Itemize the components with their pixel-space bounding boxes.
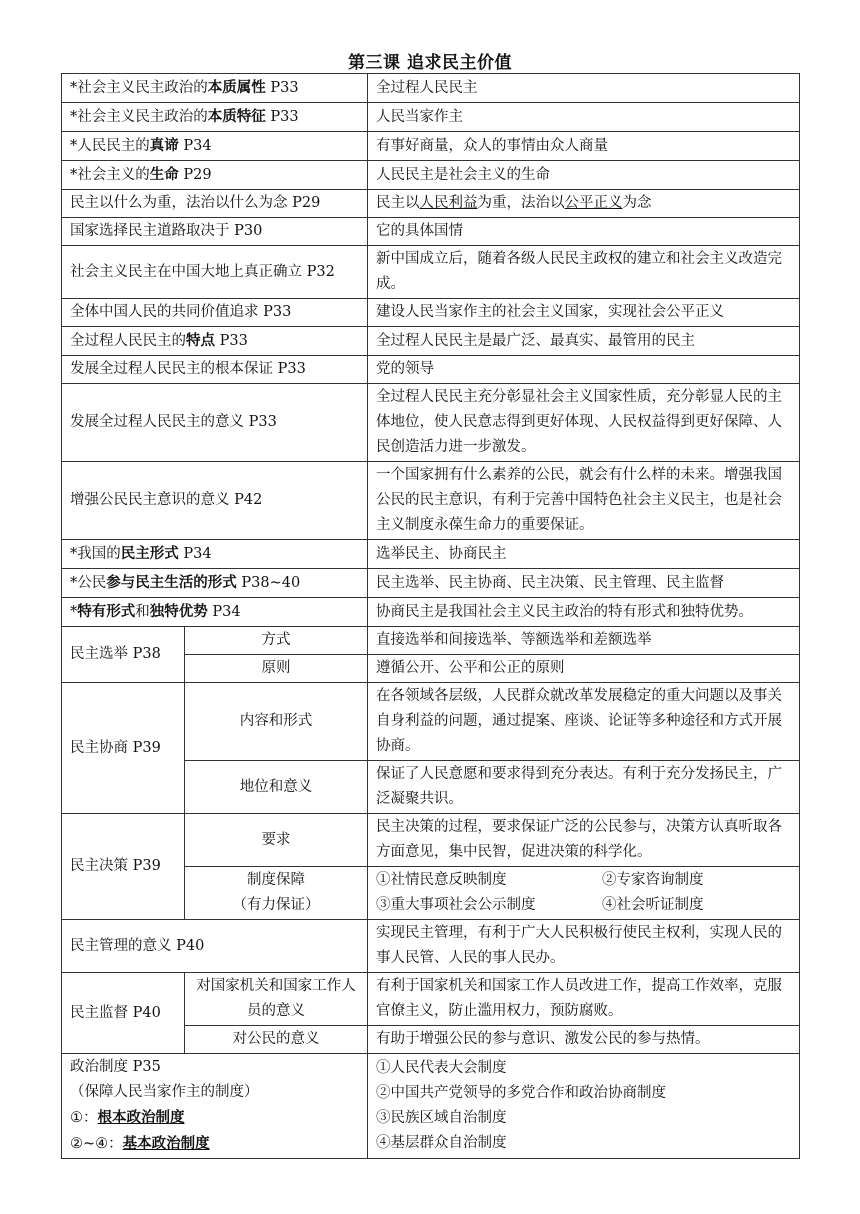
- list-item: ③重大事项社会公示制度: [376, 897, 536, 913]
- table-row: [62, 462, 800, 540]
- question-cell: *公民参与民主生活的形式 P38~40: [62, 569, 368, 598]
- question-cell: *我国的民主形式 P34: [62, 540, 368, 569]
- page-title: 第三课 追求民主价值: [348, 53, 512, 73]
- supervision-state-label: 对国家机关和国家工作人员的意义: [185, 973, 368, 1026]
- supervision-state: 有利于国家机关和国家工作人员改进工作，提高工作效率，克服官僚主义，防止滥用权力，预防腐败。: [368, 973, 800, 1026]
- table-row: [62, 973, 800, 1026]
- consult-status: 保证了人民意愿和要求得到充分表达。有利于充分发扬民主，广泛凝聚共识。: [368, 761, 800, 814]
- question-cell: *社会主义的生命 P29: [62, 161, 368, 190]
- question-cell: 社会主义民主在中国大地上真正确立 P32: [62, 246, 368, 299]
- answer-cell: 选举民主、协商民主: [368, 540, 800, 569]
- table-row: [62, 384, 800, 462]
- table-row: [62, 74, 800, 103]
- election-label: 民主选举 P38: [62, 627, 185, 683]
- table-row: [62, 327, 800, 356]
- table-row: [62, 814, 800, 867]
- table-row: [62, 246, 800, 299]
- list-item: ②中国共产党领导的多党合作和政治协商制度: [376, 1085, 667, 1101]
- election-principle: 遵循公开、公平和公正的原则: [368, 655, 800, 683]
- election-principle-label: 原则: [185, 655, 368, 683]
- table-row: [62, 569, 800, 598]
- supervision-label: 民主监督 P40: [62, 973, 185, 1054]
- answer-cell: 人民民主是社会主义的生命: [368, 161, 800, 190]
- table-row: [62, 598, 800, 627]
- management-text: 实现民主管理，有利于广大人民积极行使民主权利，实现人民的事人民管、人民的事人民办。: [368, 920, 800, 973]
- consult-content-label: 内容和形式: [185, 683, 368, 761]
- list-item: ②专家咨询制度: [602, 872, 704, 888]
- answer-cell: 有事好商量，众人的事情由众人商量: [368, 132, 800, 161]
- political-items: [368, 1054, 800, 1159]
- question-cell: 增强公民民主意识的意义 P42: [62, 462, 368, 540]
- list-item: ④基层群众自治制度: [376, 1135, 507, 1151]
- answer-cell: 它的具体国情: [368, 218, 800, 246]
- answer-cell: 民主以人民利益为重，法治以公平正义为念: [368, 190, 800, 218]
- table-row: [62, 161, 800, 190]
- decision-label: 民主决策 P39: [62, 814, 185, 920]
- consult-content: 在各领域各层级，人民群众就改革发展稳定的重大问题以及事关自身利益的问题，通过提案、座谈、论证等多种途径和方式开展协商。: [368, 683, 800, 761]
- table-row: [62, 103, 800, 132]
- table-row: [62, 627, 800, 655]
- answer-cell: 一个国家拥有什么素养的公民，就会有什么样的未来。增强我国公民的民主意识，有利于完善中国特色社会主义民主，也是社会主义制度永葆生命力的重要保证。: [368, 462, 800, 540]
- decision-req: 民主决策的过程，要求保证广泛的公民参与，决策方认真听取各方面意见，集中民智，促进决策的科学化。: [368, 814, 800, 867]
- supervision-citizen-label: 对公民的意义: [185, 1026, 368, 1054]
- table-row: [62, 299, 800, 327]
- table-row: [62, 540, 800, 569]
- question-cell: 民主以什么为重，法治以什么为念 P29: [62, 190, 368, 218]
- list-item: ①社情民意反映制度: [376, 872, 507, 888]
- consult-label: 民主协商 P39: [62, 683, 185, 814]
- consult-status-label: 地位和意义: [185, 761, 368, 814]
- table-row: [62, 132, 800, 161]
- election-method: 直接选举和间接选举、等额选举和差额选举: [368, 627, 800, 655]
- answer-cell: 建设人民当家作主的社会主义国家，实现社会公平正义: [368, 299, 800, 327]
- list-item: ③民族区域自治制度: [376, 1110, 507, 1126]
- answer-cell: 全过程人民民主: [368, 74, 800, 103]
- decision-guarantee-items: [368, 867, 800, 920]
- decision-guarantee-label: 制度保障 （有力保证）: [185, 867, 368, 920]
- answer-cell: 人民当家作主: [368, 103, 800, 132]
- table-row: [62, 190, 800, 218]
- answer-cell: 全过程人民民主是最广泛、最真实、最管用的民主: [368, 327, 800, 356]
- question-cell: 全过程人民民主的特点 P33: [62, 327, 368, 356]
- supervision-citizen: 有助于增强公民的参与意识、激发公民的参与热情。: [368, 1026, 800, 1054]
- management-label: 民主管理的意义 P40: [62, 920, 368, 973]
- question-cell: *特有形式和独特优势 P34: [62, 598, 368, 627]
- answer-cell: 党的领导: [368, 356, 800, 384]
- question-cell: *人民民主的真谛 P34: [62, 132, 368, 161]
- election-method-label: 方式: [185, 627, 368, 655]
- list-item: ④社会听证制度: [602, 897, 704, 913]
- question-cell: 发展全过程人民民主的根本保证 P33: [62, 356, 368, 384]
- question-cell: 全体中国人民的共同价值追求 P33: [62, 299, 368, 327]
- summary-table: [61, 73, 800, 1159]
- political-label: 政治制度 P35 （保障人民当家作主的制度） ①：根本政治制度 ②~④：基本政治制度: [62, 1054, 368, 1159]
- answer-cell: 全过程人民民主充分彰显社会主义国家性质，充分彰显人民的主体地位，使人民意志得到更好体现、人民权益得到更好保障、人民创造活力进一步激发。: [368, 384, 800, 462]
- answer-cell: 民主选举、民主协商、民主决策、民主管理、民主监督: [368, 569, 800, 598]
- table-row: [62, 218, 800, 246]
- question-cell: 发展全过程人民民主的意义 P33: [62, 384, 368, 462]
- list-item: ①人民代表大会制度: [376, 1060, 507, 1076]
- question-cell: *社会主义民主政治的本质特征 P33: [62, 103, 368, 132]
- answer-cell: 协商民主是我国社会主义民主政治的特有形式和独特优势。: [368, 598, 800, 627]
- question-cell: *社会主义民主政治的本质属性 P33: [62, 74, 368, 103]
- question-cell: 国家选择民主道路取决于 P30: [62, 218, 368, 246]
- decision-req-label: 要求: [185, 814, 368, 867]
- table-row: [62, 356, 800, 384]
- table-row: [62, 683, 800, 761]
- table-row: [62, 1054, 800, 1159]
- answer-cell: 新中国成立后，随着各级人民民主政权的建立和社会主义改造完成。: [368, 246, 800, 299]
- table-row: [62, 920, 800, 973]
